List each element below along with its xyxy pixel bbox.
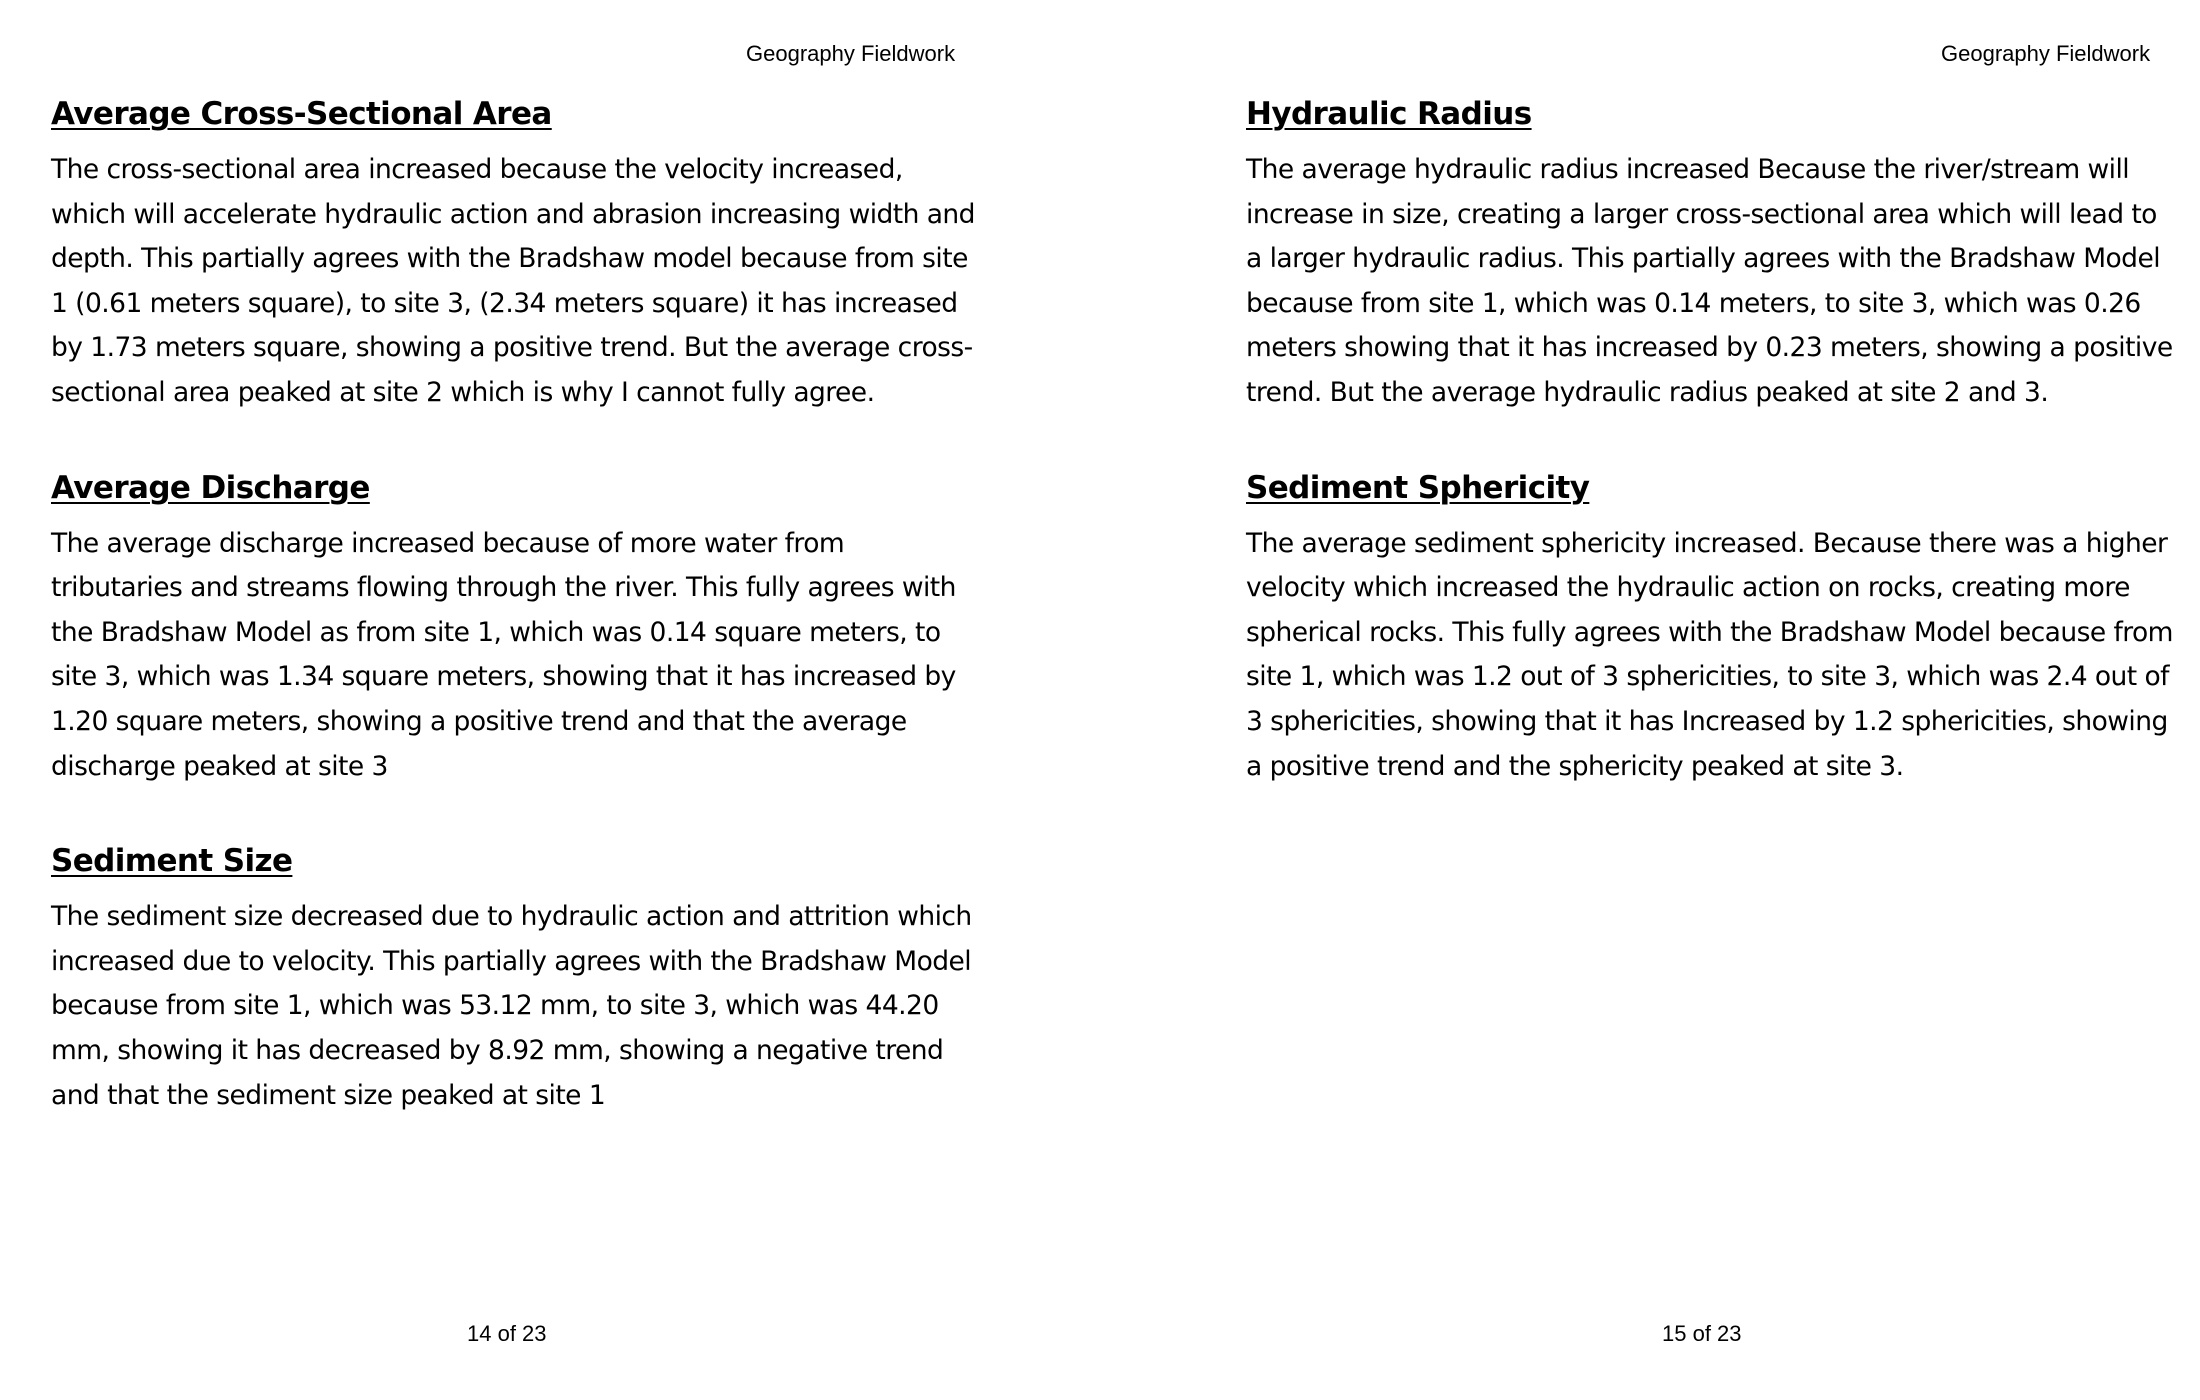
page-15 [1100,0,2200,1400]
section-hydraulic-radius [1246,94,2176,416]
page-number: 14 of 23 [467,1321,547,1346]
section-sediment-size [51,841,981,1118]
running-header: Geography Fieldwork [746,41,956,66]
section-heading: Sediment Size [51,843,293,880]
section-body: The average sediment sphericity increased. Because there was a higher velocity which increased the hydraulic action on rocks, creating more spherical rocks. This fully agrees with the Bradshaw Model because from site 1, which was 1.2 out of 3 sphericities, to site 3, which was 2.4 out of 3 sphericities, showing that it has Increased by 1.2 sphericities, showing a positive trend and the sphericity peaked at site 3. [1246,527,2173,782]
section-body: The cross-sectional area increased because the velocity increased, which will accelerate hydraulic action and abrasion increasing width and depth. This partially agrees with the Bradshaw model because from site 1 (0.61 meters square), to site 3, (2.34 meters square) it has increased by 1.73 meters square, showing a positive trend. But the average cross-sectional area peaked at site 2 which is why I cannot fully agree. [51,154,975,408]
section-average-cross-sectional-area [51,94,981,416]
page-content [1246,94,2176,789]
section-body: The average hydraulic radius increased Because the river/stream will increase in size, creating a larger cross-sectional area which will lead to a larger hydraulic radius. This partially agrees with the Bradshaw Model because from site 1, which was 0.14 meters, to site 3, which was 0.26 meters showing that it has increased by 0.23 meters, showing a positive trend. But the average hydraulic radius peaked at site 2 and 3. [1246,154,2173,408]
section-heading: Hydraulic Radius [1246,96,1532,132]
page-content [51,94,981,1118]
section-heading: Average Discharge [51,469,370,506]
running-header: Geography Fieldwork [1941,41,2151,66]
section-average-discharge [51,468,981,790]
section-heading: Average Cross-Sectional Area [51,96,552,132]
page-number: 15 of 23 [1662,1321,1742,1346]
section-body: The average discharge increased because of more water from tributaries and streams flowing through the river. This fully agrees with the Bradshaw Model as from site 1, which was 0.14 square meters, to site 3, which was 1.34 square meters, showing that it has increased by 1.20 square meters, showing a positive trend and that the average discharge peaked at site 3 [51,527,956,782]
section-body: The sediment size decreased due to hydraulic action and attrition which increased due to velocity. This partially agrees with the Bradshaw Model because from site 1, which was 53.12 mm, to site 3, which was 44.20 mm, showing it has decreased by 8.92 mm, showing a negative trend and that the sediment size peaked at site 1 [51,901,972,1111]
section-heading: Sediment Sphericity [1246,469,1590,506]
section-sediment-sphericity [1246,468,2176,790]
